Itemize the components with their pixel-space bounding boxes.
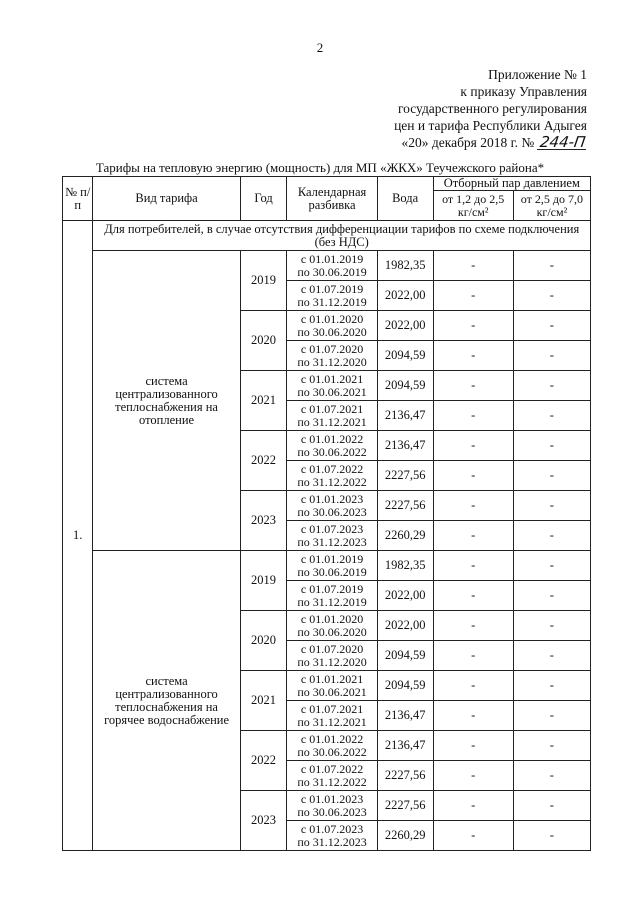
period-start: с 01.07.2020 xyxy=(300,341,364,356)
water-tariff: 2022,00 xyxy=(377,611,433,641)
steam-2-tariff: - xyxy=(513,371,590,401)
steam-2-tariff: - xyxy=(513,491,590,521)
period-end: по 30.06.2019 xyxy=(297,264,367,279)
period-start: с 01.07.2020 xyxy=(300,641,364,656)
steam-2-tariff: - xyxy=(513,251,590,281)
steam-2-tariff: - xyxy=(513,761,590,791)
steam-2-tariff: - xyxy=(513,581,590,611)
steam-2-tariff: - xyxy=(513,701,590,731)
period-cell xyxy=(287,821,377,851)
period-cell xyxy=(287,461,377,491)
water-tariff: 2227,56 xyxy=(377,791,433,821)
water-tariff: 2022,00 xyxy=(377,581,433,611)
tariff-table-body xyxy=(63,221,591,851)
period-end: по 31.12.2019 xyxy=(297,594,367,609)
handwritten-order-number: 244-П xyxy=(538,133,587,151)
period-start: с 01.01.2021 xyxy=(300,371,364,386)
period-start: с 01.07.2019 xyxy=(300,281,364,296)
table-row xyxy=(63,251,591,281)
header-calendar: Календарная разбивка xyxy=(287,177,377,221)
period-end: по 31.12.2023 xyxy=(297,534,367,549)
steam-1-tariff: - xyxy=(433,341,513,371)
steam-1-tariff: - xyxy=(433,521,513,551)
header-steam-1: от 1,2 до 2,5 кг/см² xyxy=(433,191,513,221)
water-tariff: 2136,47 xyxy=(377,731,433,761)
steam-1-tariff: - xyxy=(433,551,513,581)
tariff-system-label: система централизованного теплоснабжения на отопление xyxy=(93,251,240,551)
water-tariff: 1982,35 xyxy=(377,551,433,581)
appendix-line: к приказу Управления xyxy=(460,84,587,99)
period-cell xyxy=(287,341,377,371)
period-start: с 01.07.2019 xyxy=(300,581,364,596)
period-start: с 01.07.2021 xyxy=(300,401,364,416)
period-end: по 31.12.2023 xyxy=(297,834,367,849)
period-end: по 31.12.2020 xyxy=(297,654,367,669)
period-end: по 30.06.2021 xyxy=(297,384,367,399)
water-tariff: 2260,29 xyxy=(377,821,433,851)
steam-2-tariff: - xyxy=(513,521,590,551)
period-start: с 01.07.2021 xyxy=(300,701,364,716)
period-cell xyxy=(287,641,377,671)
steam-2-tariff: - xyxy=(513,791,590,821)
period-cell xyxy=(287,731,377,761)
period-cell xyxy=(287,521,377,551)
year-cell: 2023 xyxy=(240,791,287,851)
document-title: Тарифы на тепловую энергию (мощность) для МП «ЖКХ» Теучежского района* xyxy=(95,160,545,175)
steam-1-tariff: - xyxy=(433,761,513,791)
period-start: с 01.07.2022 xyxy=(300,761,364,776)
steam-1-tariff: - xyxy=(433,671,513,701)
water-tariff: 2227,56 xyxy=(377,461,433,491)
period-start: с 01.01.2020 xyxy=(300,611,364,626)
period-cell xyxy=(287,491,377,521)
steam-1-tariff: - xyxy=(433,701,513,731)
year-cell: 2019 xyxy=(240,551,287,611)
period-cell xyxy=(287,251,377,281)
period-cell xyxy=(287,701,377,731)
period-cell xyxy=(287,791,377,821)
period-end: по 31.12.2021 xyxy=(297,414,367,429)
header-num: № п/п xyxy=(63,177,93,221)
steam-1-tariff: - xyxy=(433,401,513,431)
appendix-line: государственного регулирования xyxy=(397,101,587,116)
water-tariff: 2136,47 xyxy=(377,701,433,731)
period-cell xyxy=(287,671,377,701)
header-water: Вода xyxy=(377,177,433,221)
period-start: с 01.07.2023 xyxy=(300,821,364,836)
tariff-table xyxy=(62,176,591,851)
section-label: Для потребителей, в случае отсутствия дифференциации тарифов по схеме подключения (без НДС) xyxy=(93,221,591,251)
steam-2-tariff: - xyxy=(513,461,590,491)
period-cell xyxy=(287,581,377,611)
table-row xyxy=(63,551,591,581)
period-start: с 01.07.2023 xyxy=(300,521,364,536)
period-cell xyxy=(287,401,377,431)
tariff-system-label: система централизованного теплоснабжения на горячее водоснабжение xyxy=(93,551,240,851)
period-end: по 30.06.2020 xyxy=(297,624,367,639)
period-cell xyxy=(287,551,377,581)
water-tariff: 2094,59 xyxy=(377,341,433,371)
steam-1-tariff: - xyxy=(433,641,513,671)
steam-1-tariff: - xyxy=(433,791,513,821)
steam-1-tariff: - xyxy=(433,611,513,641)
water-tariff: 2094,59 xyxy=(377,671,433,701)
steam-1-tariff: - xyxy=(433,731,513,761)
period-start: с 01.07.2022 xyxy=(300,461,364,476)
period-end: по 30.06.2022 xyxy=(297,744,367,759)
year-cell: 2022 xyxy=(240,731,287,791)
steam-1-tariff: - xyxy=(433,491,513,521)
period-start: с 01.01.2019 xyxy=(300,551,364,566)
year-cell: 2023 xyxy=(240,491,287,551)
appendix-line: Приложение № 1 xyxy=(488,67,587,82)
appendix-date: «20» декабря 2018 г. № xyxy=(401,135,535,150)
period-cell xyxy=(287,761,377,791)
water-tariff: 1982,35 xyxy=(377,251,433,281)
period-start: с 01.01.2023 xyxy=(300,791,364,806)
period-cell xyxy=(287,611,377,641)
row-number: 1. xyxy=(63,221,93,851)
appendix-date-line xyxy=(394,134,587,151)
period-start: с 01.01.2022 xyxy=(300,731,364,746)
steam-2-tariff: - xyxy=(513,551,590,581)
water-tariff: 2094,59 xyxy=(377,371,433,401)
period-end: по 31.12.2022 xyxy=(297,474,367,489)
steam-2-tariff: - xyxy=(513,341,590,371)
period-end: по 30.06.2021 xyxy=(297,684,367,699)
header-steam: Отборный пар давлением xyxy=(433,177,590,191)
steam-1-tariff: - xyxy=(433,461,513,491)
period-end: по 31.12.2019 xyxy=(297,294,367,309)
water-tariff: 2227,56 xyxy=(377,761,433,791)
appendix-line: цен и тарифа Республики Адыгея xyxy=(394,118,587,133)
steam-1-tariff: - xyxy=(433,311,513,341)
water-tariff: 2260,29 xyxy=(377,521,433,551)
period-cell xyxy=(287,311,377,341)
year-cell: 2022 xyxy=(240,431,287,491)
water-tariff: 2136,47 xyxy=(377,431,433,461)
steam-2-tariff: - xyxy=(513,821,590,851)
steam-1-tariff: - xyxy=(433,371,513,401)
steam-2-tariff: - xyxy=(513,281,590,311)
period-start: с 01.01.2020 xyxy=(300,311,364,326)
year-cell: 2020 xyxy=(240,311,287,371)
period-cell xyxy=(287,431,377,461)
water-tariff: 2094,59 xyxy=(377,641,433,671)
period-end: по 30.06.2022 xyxy=(297,444,367,459)
steam-1-tariff: - xyxy=(433,581,513,611)
period-end: по 31.12.2021 xyxy=(297,714,367,729)
period-end: по 31.12.2020 xyxy=(297,354,367,369)
steam-2-tariff: - xyxy=(513,671,590,701)
year-cell: 2021 xyxy=(240,371,287,431)
period-end: по 30.06.2019 xyxy=(297,564,367,579)
steam-2-tariff: - xyxy=(513,311,590,341)
year-cell: 2020 xyxy=(240,611,287,671)
steam-1-tariff: - xyxy=(433,821,513,851)
period-end: по 30.06.2023 xyxy=(297,504,367,519)
header-steam-2: от 2,5 до 7,0 кг/см² xyxy=(513,191,590,221)
water-tariff: 2022,00 xyxy=(377,281,433,311)
water-tariff: 2227,56 xyxy=(377,491,433,521)
period-start: с 01.01.2021 xyxy=(300,671,364,686)
steam-1-tariff: - xyxy=(433,251,513,281)
period-start: с 01.01.2022 xyxy=(300,431,364,446)
header-year: Год xyxy=(240,177,287,221)
steam-2-tariff: - xyxy=(513,431,590,461)
period-start: с 01.01.2019 xyxy=(300,251,364,266)
year-cell: 2019 xyxy=(240,251,287,311)
period-end: по 31.12.2022 xyxy=(297,774,367,789)
steam-2-tariff: - xyxy=(513,731,590,761)
steam-2-tariff: - xyxy=(513,611,590,641)
year-cell: 2021 xyxy=(240,671,287,731)
steam-1-tariff: - xyxy=(433,281,513,311)
appendix-header xyxy=(394,66,587,151)
period-end: по 30.06.2020 xyxy=(297,324,367,339)
water-tariff: 2136,47 xyxy=(377,401,433,431)
period-end: по 30.06.2023 xyxy=(297,804,367,819)
steam-2-tariff: - xyxy=(513,401,590,431)
steam-1-tariff: - xyxy=(433,431,513,461)
period-cell xyxy=(287,371,377,401)
steam-2-tariff: - xyxy=(513,641,590,671)
water-tariff: 2022,00 xyxy=(377,311,433,341)
period-start: с 01.01.2023 xyxy=(300,491,364,506)
header-tariff-type: Вид тарифа xyxy=(93,177,240,221)
page-number: 2 xyxy=(316,40,324,55)
period-cell xyxy=(287,281,377,311)
